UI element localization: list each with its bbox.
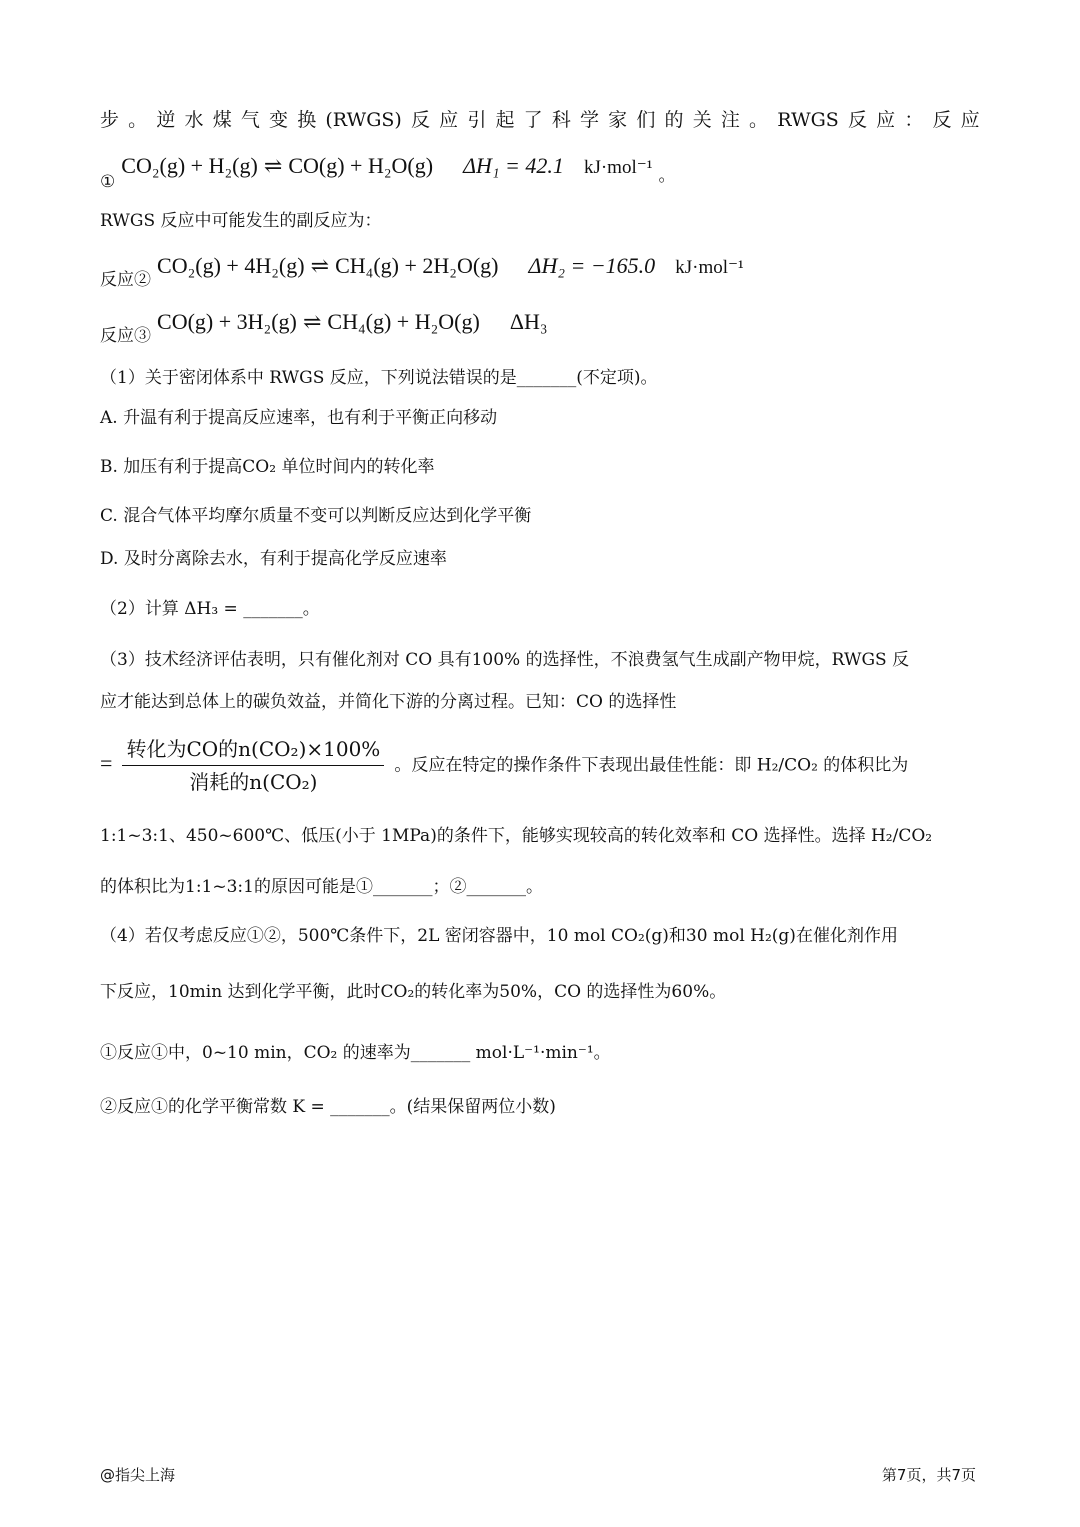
question-1-option-c: C. 混合气体平均摩尔质量不变可以判断反应达到化学平衡 bbox=[100, 506, 532, 526]
intro-segment: 逆 bbox=[156, 109, 176, 131]
question-4-line-2: 下反应，10min 达到化学平衡，此时CO₂的转化率为50%，CO 的选择性为60%。 bbox=[100, 982, 727, 1002]
intro-segment: 应 bbox=[876, 109, 896, 131]
intro-segment: (RWGS) bbox=[325, 109, 402, 131]
intro-segment: 应 bbox=[960, 109, 980, 131]
intro-segment: 换 bbox=[297, 109, 317, 131]
reaction-2-lhs: CO₂(g) + 4H₂(g) bbox=[157, 253, 305, 278]
reaction-2-unit: kJ·mol⁻¹ bbox=[675, 257, 744, 278]
intro-segment: 水 bbox=[184, 109, 204, 131]
side-reactions-intro: RWGS 反应中可能发生的副反应为： bbox=[100, 211, 382, 231]
reaction-1-arrow: ⇌ bbox=[263, 153, 283, 178]
question-3-line-1: （3）技术经济评估表明，只有催化剂对 CO 具有100% 的选择性，不浪费氢气生成副产物甲烷，RWGS 反 bbox=[100, 650, 910, 670]
footer-page-number: 第7页，共7页 bbox=[881, 1466, 976, 1484]
intro-segment: 反 bbox=[410, 109, 430, 131]
intro-segment: 关 bbox=[692, 109, 712, 131]
question-1-stem: （1）关于密闭体系中 RWGS 反应，下列说法错误的是_______(不定项)。 bbox=[100, 368, 658, 388]
reaction-2-rhs: CH₄(g) + 2H₂O(g) bbox=[335, 253, 499, 278]
intro-segment: 科 bbox=[551, 109, 571, 131]
question-3-line-2: 应才能达到总体上的碳负效益，并简化下游的分离过程。已知：CO 的选择性 bbox=[100, 692, 677, 712]
reaction-1 bbox=[100, 152, 676, 192]
question-1-option-b: B. 加压有利于提高CO₂ 单位时间内的转化率 bbox=[100, 457, 435, 477]
reaction-1-lhs: CO₂(g) + H₂(g) bbox=[121, 153, 258, 178]
intro-segment: 学 bbox=[580, 109, 600, 131]
intro-segment: 们 bbox=[636, 109, 656, 131]
selectivity-formula bbox=[100, 735, 908, 796]
reaction-1-rhs: CO(g) + H₂O(g) bbox=[288, 153, 434, 178]
intro-segment: 的 bbox=[664, 109, 684, 131]
intro-segment: 家 bbox=[608, 109, 628, 131]
question-4-line-1: （4）若仅考虑反应①②，500℃条件下，2L 密闭容器中，10 mol CO₂(g)和30 mol H₂(g)在催化剂作用 bbox=[100, 926, 898, 946]
reaction-1-unit: kJ·mol⁻¹ bbox=[583, 157, 653, 178]
reaction-3-label: 反应③ bbox=[100, 326, 151, 346]
equals-sign: = bbox=[100, 750, 113, 776]
footer-source: @指尖上海 bbox=[100, 1466, 176, 1484]
intro-segment: 。 bbox=[128, 109, 148, 131]
question-3-line-3-tail: 。反应在特定的操作条件下表现出最佳性能：即 H₂/CO₂ 的体积比为 bbox=[394, 755, 909, 776]
reaction-2-arrow: ⇌ bbox=[310, 253, 330, 278]
fraction-numerator: 转化为CO的n(CO₂)×100% bbox=[122, 735, 384, 766]
intro-segment: 反 bbox=[932, 109, 952, 131]
intro-segment: 煤 bbox=[212, 109, 232, 131]
intro-segment: 步 bbox=[100, 109, 120, 131]
intro-segment: 注 bbox=[720, 109, 740, 131]
question-4-sub-2: ②反应①的化学平衡常数 K = _______。(结果保留两位小数) bbox=[100, 1097, 556, 1117]
reaction-3-dh: ΔH₃ bbox=[509, 309, 548, 334]
reaction-1-dh: ΔH₁ = 42.1 bbox=[463, 153, 564, 178]
fraction-denominator: 消耗的n(CO₂) bbox=[189, 770, 318, 794]
reaction-2-label: 反应② bbox=[100, 270, 151, 290]
reaction-3-rhs: CH₄(g) + H₂O(g) bbox=[327, 309, 480, 334]
question-4-sub-1: ①反应①中，0~10 min，CO₂ 的速率为_______ mol·L⁻¹·min⁻¹。 bbox=[100, 1043, 611, 1063]
intro-segment: 起 bbox=[495, 109, 515, 131]
reaction-3-arrow: ⇌ bbox=[302, 309, 322, 334]
question-3-line-4: 1:1~3:1、450~600℃、低压(小于 1MPa)的条件下，能够实现较高的转化效率和 CO 选择性。选择 H₂/CO₂ bbox=[100, 826, 933, 846]
intro-segment: ： bbox=[904, 109, 924, 131]
question-1-option-d: D. 及时分离除去水，有利于提高化学反应速率 bbox=[100, 549, 447, 569]
intro-segment: 应 bbox=[439, 109, 459, 131]
intro-segment: 引 bbox=[467, 109, 487, 131]
question-2-stem: （2）计算 ΔH₃ = _______。 bbox=[100, 599, 320, 619]
intro-line bbox=[100, 106, 980, 134]
intro-segment: 了 bbox=[523, 109, 543, 131]
reaction-1-end: 。 bbox=[658, 166, 676, 186]
intro-segment: 变 bbox=[269, 109, 289, 131]
reaction-2 bbox=[100, 252, 744, 290]
selectivity-fraction bbox=[122, 735, 384, 796]
intro-segment: 气 bbox=[240, 109, 260, 131]
intro-segment: 反 bbox=[847, 109, 867, 131]
reaction-1-label: ① bbox=[100, 172, 116, 192]
question-1-option-a: A. 升温有利于提高反应速率，也有利于平衡正向移动 bbox=[100, 408, 498, 428]
intro-segment: RWGS bbox=[777, 109, 839, 131]
reaction-3-lhs: CO(g) + 3H₂(g) bbox=[157, 309, 297, 334]
reaction-2-dh: ΔH₂ = −165.0 bbox=[528, 253, 656, 278]
question-3-line-5: 的体积比为1:1~3:1的原因可能是①_______；②_______。 bbox=[100, 877, 543, 897]
intro-segment: 。 bbox=[749, 109, 769, 131]
reaction-3 bbox=[100, 308, 548, 346]
